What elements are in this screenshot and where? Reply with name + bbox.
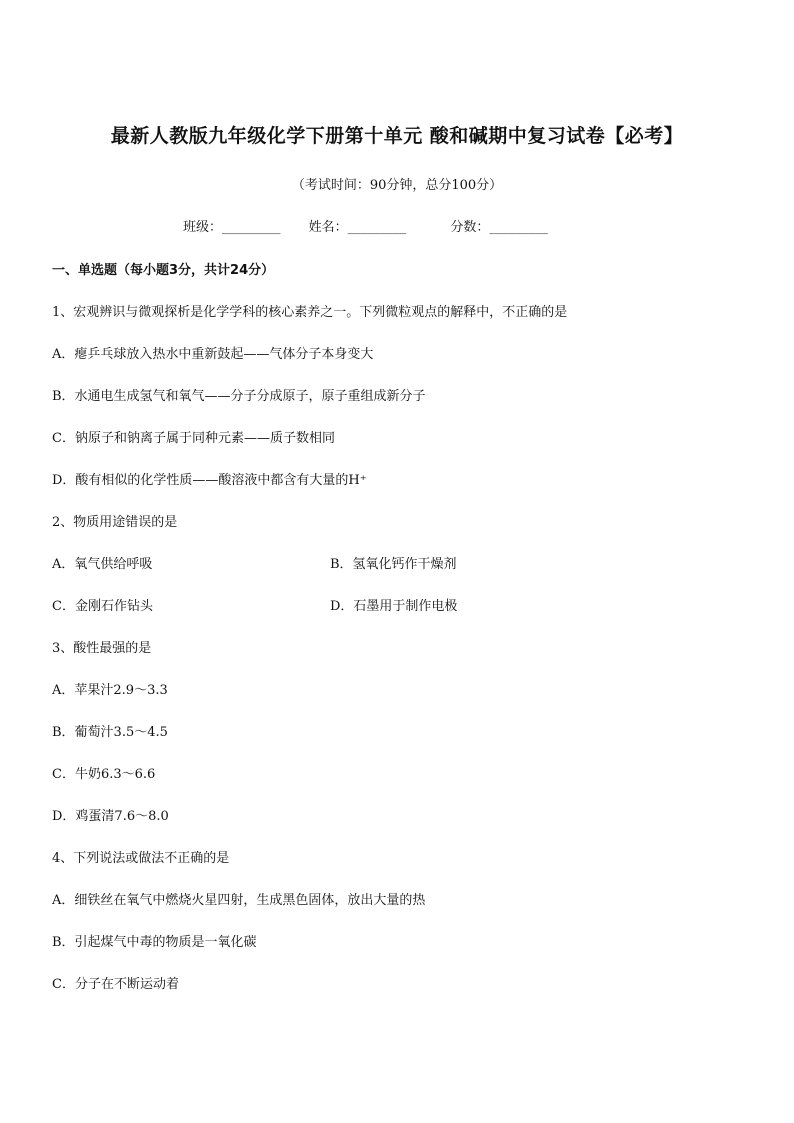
question-1-option-b: B．水通电生成氢气和氧气——分子分成原子，原子重组成新分子 [52, 389, 426, 404]
question-4-option-b: B．引起煤气中毒的物质是一氧化碳 [52, 935, 257, 950]
question-3-option-a: A．苹果汁2.9～3.3 [52, 683, 168, 698]
question-2-option-a: A．氧气供给呼吸 [52, 557, 153, 572]
question-1-option-d: D．酸有相似的化学性质——酸溶液中都含有大量的H⁺ [52, 473, 367, 488]
question-3-option-d: D．鸡蛋清7.6～8.0 [52, 809, 169, 824]
question-2-option-b: B．氢氧化钙作干燥剂 [330, 557, 457, 572]
question-4-stem: 4、下列说法或做法不正确的是 [52, 851, 230, 866]
name-field: 姓名：_________ [308, 220, 407, 235]
question-1-stem: 1、宏观辨识与微观探析是化学学科的核心素养之一。下列微粒观点的解释中，不正确的是 [52, 305, 568, 320]
student-info-row [183, 216, 548, 235]
question-3-option-c: C．牛奶6.3～6.6 [52, 767, 156, 782]
exam-title: 最新人教版九年级化学下册第十单元 酸和碱期中复习试卷【必考】 [110, 125, 684, 147]
question-3-stem: 3、酸性最强的是 [52, 641, 152, 656]
question-1-option-c: C．钠原子和钠离子属于同种元素——质子数相同 [52, 431, 335, 446]
question-2-stem: 2、物质用途错误的是 [52, 515, 178, 530]
question-3-option-b: B．葡萄汁3.5～4.5 [52, 725, 168, 740]
question-4-option-a: A．细铁丝在氧气中燃烧火星四射，生成黑色固体，放出大量的热 [52, 893, 426, 908]
section-heading: 一、单选题（每小题3分，共计24分） [52, 263, 275, 278]
question-1-option-a: A．瘪乒乓球放入热水中重新鼓起——气体分子本身变大 [52, 347, 374, 362]
class-field: 班级：_________ [183, 220, 281, 235]
question-2-option-c: C．金刚石作钻头 [52, 599, 153, 614]
question-4-option-c: C．分子在不断运动着 [52, 977, 179, 992]
score-field: 分数：_________ [450, 220, 548, 235]
question-2-option-d: D．石墨用于制作电极 [330, 599, 458, 614]
exam-subtitle: （考试时间：90分钟，总分100分） [291, 178, 503, 193]
